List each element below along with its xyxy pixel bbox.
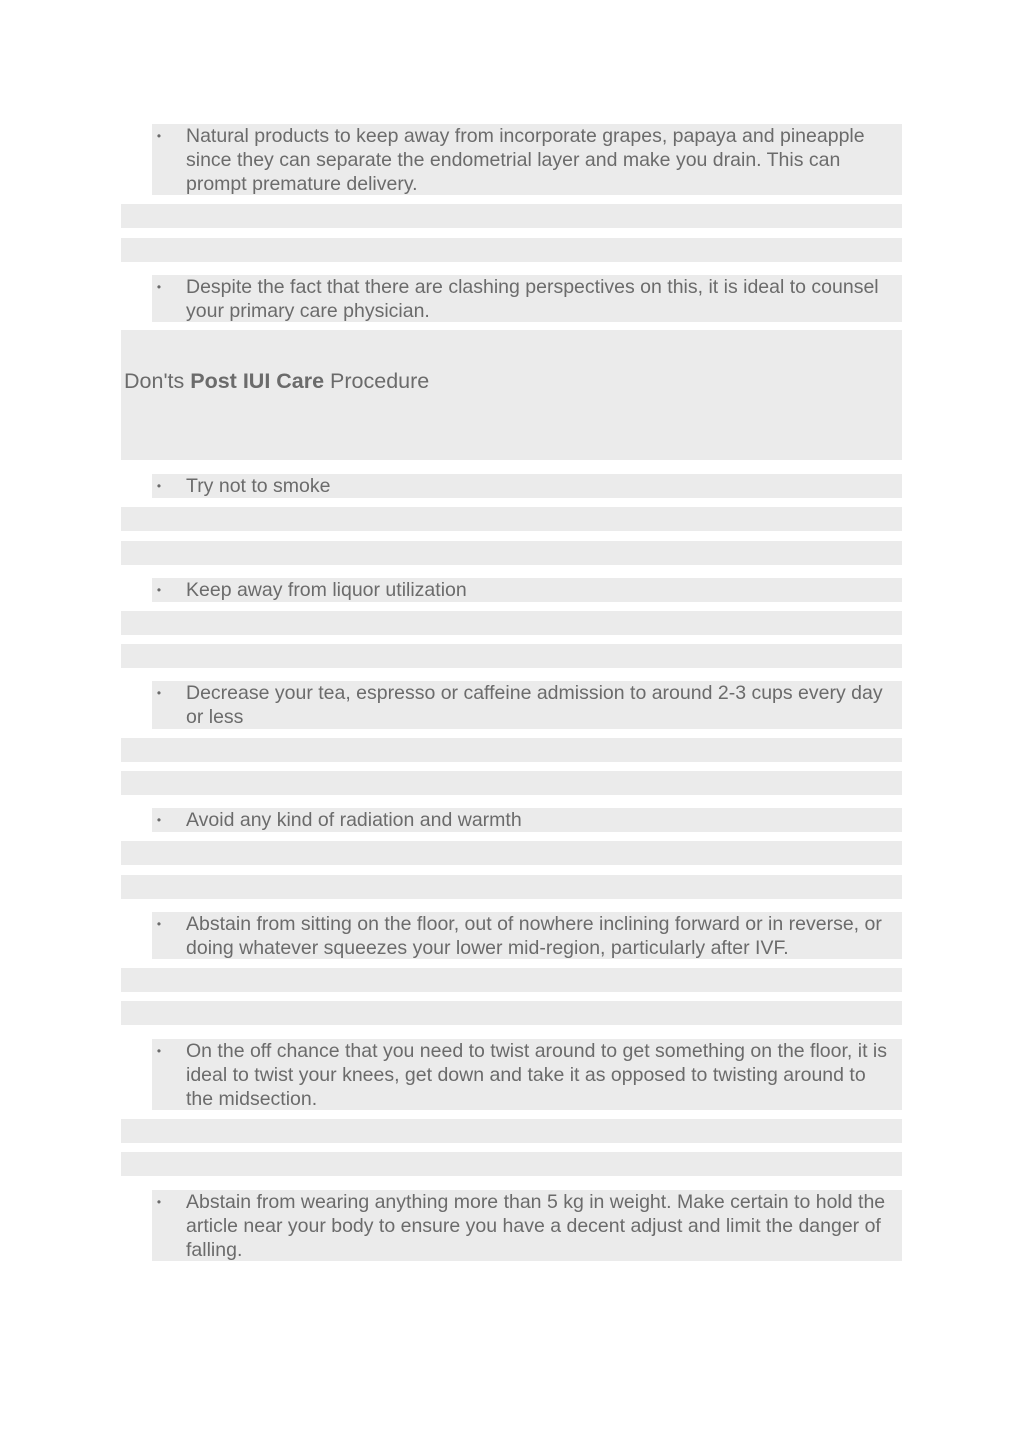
list-item-text: Keep away from liquor utilization xyxy=(186,579,467,601)
spacer-band xyxy=(121,738,902,762)
heading-prefix: Don'ts xyxy=(124,369,191,393)
spacer-band xyxy=(121,611,902,635)
bullet-icon: • xyxy=(156,280,162,294)
list-item xyxy=(152,578,902,602)
list-item xyxy=(152,1190,902,1261)
list-item xyxy=(152,1039,902,1110)
list-item-text: Abstain from sitting on the floor, out of nowhere inclining forward or in reverse, or doing whatever squeezes your lower mid-region, particularly after IVF. xyxy=(186,913,882,959)
spacer-band xyxy=(121,875,902,899)
heading-suffix: Procedure xyxy=(324,369,430,393)
list-item xyxy=(152,124,902,195)
list-item-text: On the off chance that you need to twist around to get something on the floor, it is ideal to twist your knees, get down and take it as opposed to twisting around to the midsection. xyxy=(186,1040,888,1110)
spacer-band xyxy=(121,968,902,992)
spacer-band xyxy=(121,1119,902,1143)
list-item-text: Avoid any kind of radiation and warmth xyxy=(186,809,522,831)
bullet-icon: • xyxy=(156,479,162,493)
spacer-band xyxy=(121,1152,902,1176)
spacer-band xyxy=(121,841,902,865)
list-item-text: Try not to smoke xyxy=(186,475,331,497)
list-item xyxy=(152,275,902,322)
list-item-text: Despite the fact that there are clashing perspectives on this, it is ideal to counsel your primary care physician. xyxy=(186,276,879,322)
list-item-text: Decrease your tea, espresso or caffeine admission to around 2-3 cups every day or less xyxy=(186,682,883,728)
list-item xyxy=(152,474,902,498)
bullet-icon: • xyxy=(156,686,162,700)
spacer-band xyxy=(121,204,902,228)
spacer-band xyxy=(121,644,902,668)
list-item xyxy=(152,681,902,729)
bullet-icon: • xyxy=(156,129,162,143)
list-item-text: Natural products to keep away from incorporate grapes, papaya and pineapple since they can separate the endometrial layer and make you drain. This can prompt premature delivery. xyxy=(186,125,865,195)
list-item xyxy=(152,912,902,959)
bullet-icon: • xyxy=(156,917,162,931)
list-item-text: Abstain from wearing anything more than 5 kg in weight. Make certain to hold the article near your body to ensure you have a decent adjust and limit the danger of falling. xyxy=(186,1191,886,1261)
spacer-band xyxy=(121,238,902,262)
list-item xyxy=(152,808,902,832)
bullet-icon: • xyxy=(156,1195,162,1209)
heading-bold: Post IUI Care xyxy=(190,369,325,393)
bullet-icon: • xyxy=(156,813,162,827)
spacer-band xyxy=(121,771,902,795)
bullet-icon: • xyxy=(156,1044,162,1058)
spacer-band xyxy=(121,1001,902,1025)
section-heading xyxy=(121,330,902,460)
heading-text xyxy=(124,369,429,394)
spacer-band xyxy=(121,507,902,531)
bullet-icon: • xyxy=(156,583,162,597)
spacer-band xyxy=(121,541,902,565)
